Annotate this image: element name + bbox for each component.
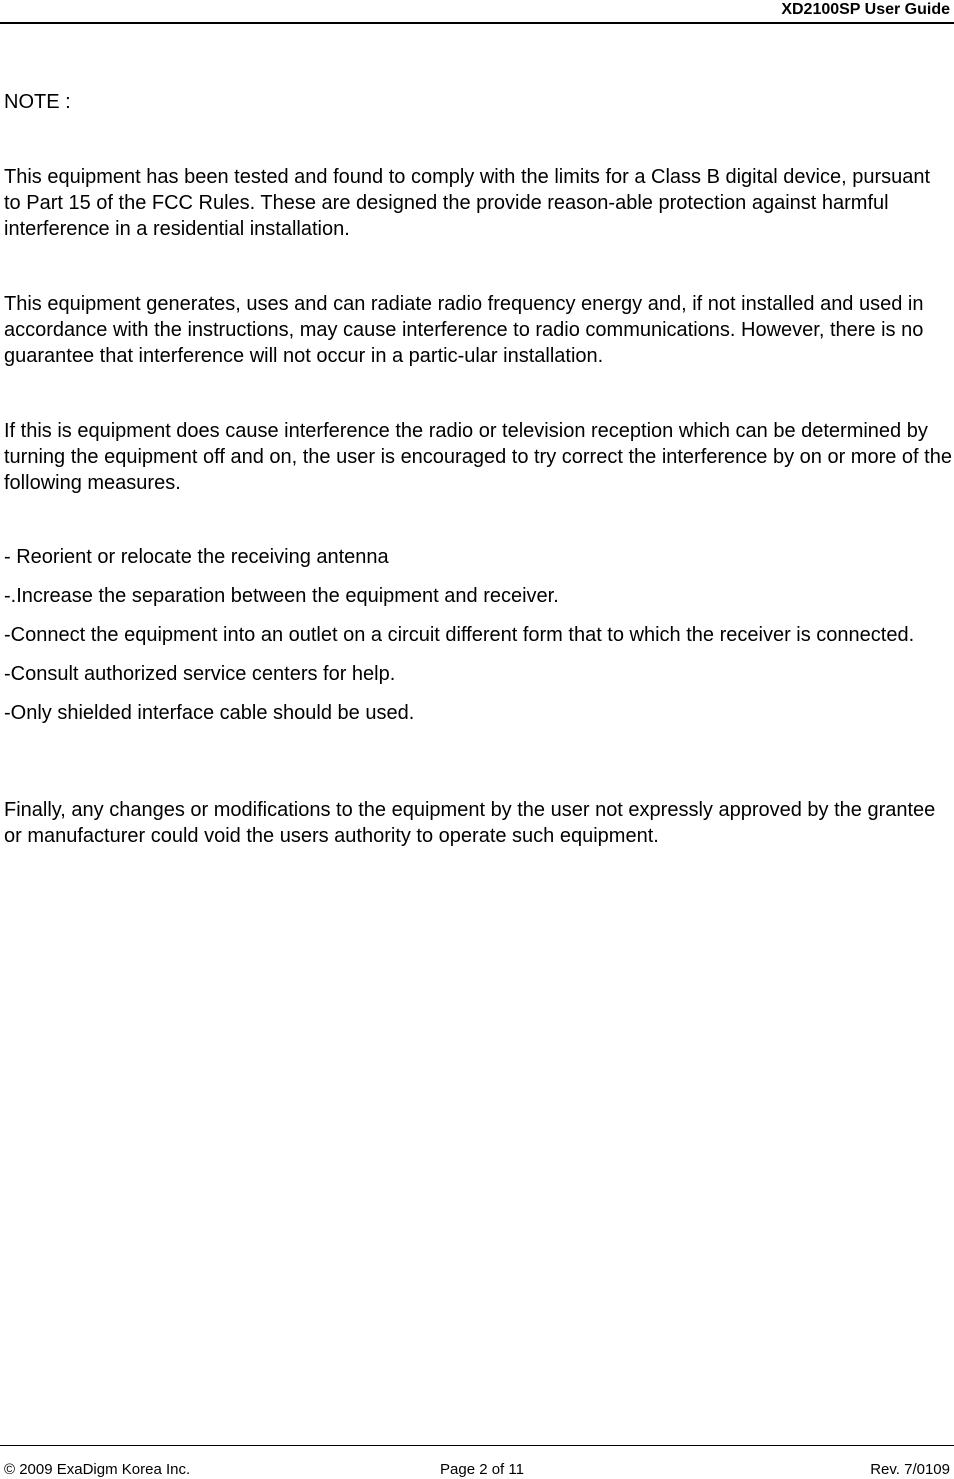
footer-revision: Rev. 7/0109 [870,1461,950,1478]
paragraph-rf-energy: This equipment generates, uses and can radiate radio frequency energy and, if not installed and used in accordance with the instructions, may cause interference to radio communications. However, there is no guarantee that interference will not occur in a partic-ular installation. [4,293,924,367]
list-item: - Reorient or relocate the receiving antenna [4,546,389,568]
footer-copyright: © 2009 ExaDigm Korea Inc. [4,1461,191,1478]
note-label: NOTE : [4,91,71,113]
footer-divider [0,1445,954,1446]
paragraph-fcc-compliance: This equipment has been tested and found to comply with the limits for a Class B digital device, pursuant to Part 15 of the FCC Rules. These are designed the provide reason-able protection against harmful interference in a residential installation. [4,166,931,240]
measures-list [4,544,944,739]
footer-page-number: Page 2 of 11 [440,1461,524,1478]
header-title: XD2100SP User Guide [781,1,950,18]
paragraph-interference: If this is equipment does cause interference the radio or television reception which can be determined by turning the equipment off and on, the user is encouraged to try correct the interference by on or more of the following measures. [4,420,952,494]
header-divider [0,22,954,24]
list-item: -Connect the equipment into an outlet on a circuit different form that to which the receiver is connected. [4,624,915,646]
list-item: -Consult authorized service centers for help. [4,663,396,685]
list-item: -.Increase the separation between the equipment and receiver. [4,585,559,607]
list-item: -Only shielded interface cable should be used. [4,702,415,724]
paragraph-closing: Finally, any changes or modifications to the equipment by the user not expressly approved by the grantee or manufacturer could void the users authority to operate such equipment. [4,799,936,847]
